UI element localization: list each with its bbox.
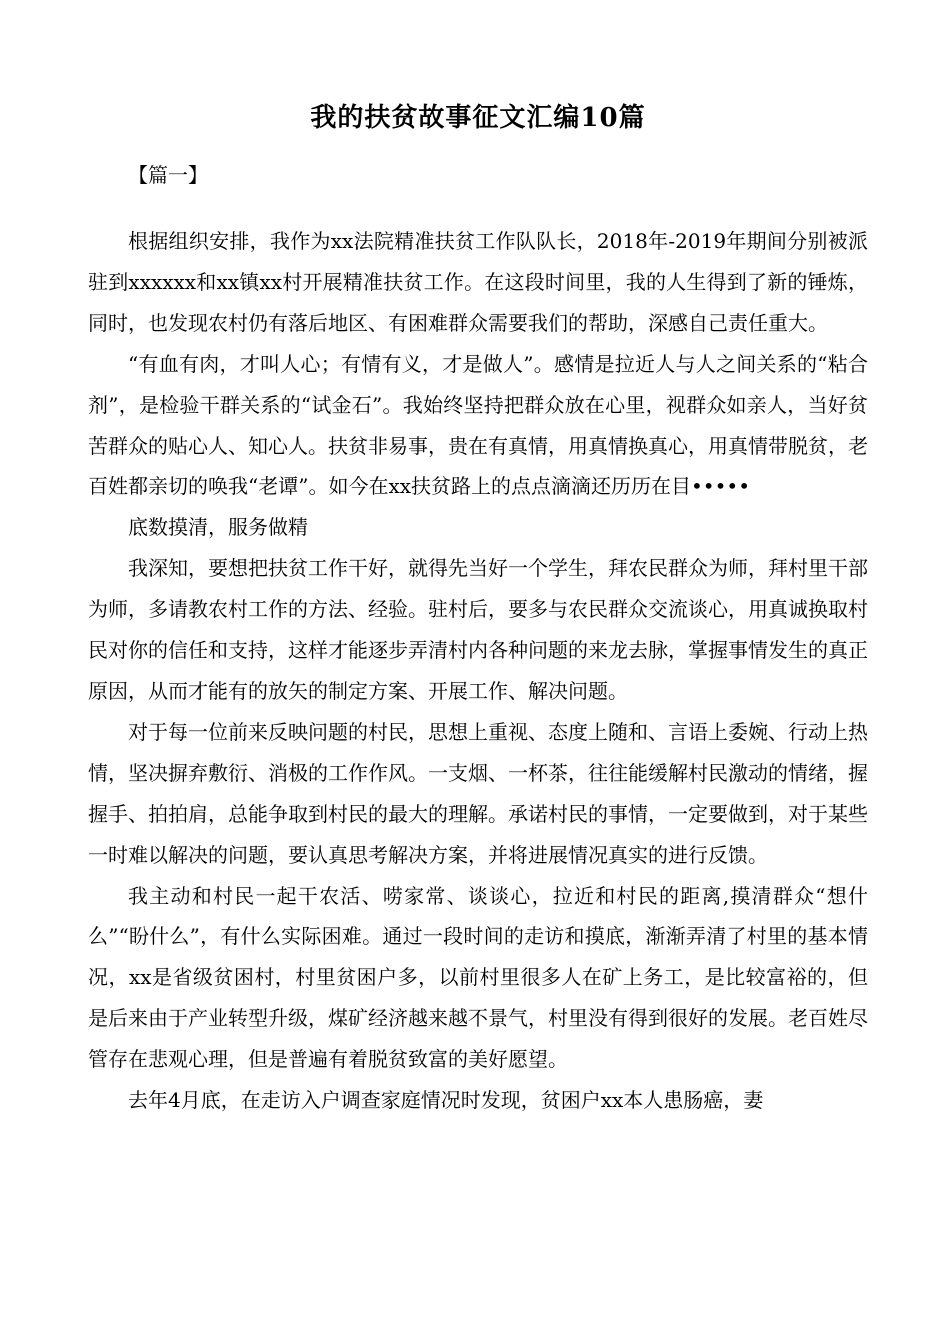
document-body: [88, 221, 868, 1121]
paragraph: “有血有肉，才叫人心；有情有义，才是做人”。感情是拉近人与人之间关系的“粘合剂”，是检验干群关系的“试金石”。我始终坚持把群众放在心里，视群众如亲人，当好贫苦群众的贴心人、知心人。扶贫非易事，贵在有真情，用真情换真心，用真情带脱贫，老百姓都亲切的唤我“老谭”。如今在xx扶贫路上的点点滴滴还历历在目•••••: [88, 351, 868, 499]
section-label: 【篇一】: [128, 163, 208, 187]
section-heading: 底数摸清，服务做精: [128, 515, 308, 540]
paragraph: 去年4月底，在走访入户调查家庭情况时发现，贫困户xx本人患肠癌，妻: [128, 1088, 764, 1113]
paragraph: 我主动和村民一起干农活、唠家常、谈谈心，拉近和村民的距离,摸清群众“想什么”“盼什么”，有什么实际困难。通过一段时间的走访和摸底，渐渐弄清了村里的基本情况，xx是省级贫困村，村里贫困户多，以前村里很多人在矿上务工，是比较富裕的，但是后来由于产业转型升级，煤矿经济越来越不景气，村里没有得到很好的发展。老百姓尽管存在悲观心理，但是普遍有着脱贫致富的美好愿望。: [88, 883, 868, 1072]
paragraph: 我深知，要想把扶贫工作干好，就得先当好一个学生，拜农民群众为师，拜村里干部为师，多请教农村工作的方法、经验。驻村后，要多与农民群众交流谈心，用真诚换取村民对你的信任和支持，这样才能逐步弄清村内各种问题的来龙去脉，掌握事情发生的真正原因，从而才能有的放矢的制定方案、开展工作、解决问题。: [88, 556, 868, 703]
paragraph: 对于每一位前来反映问题的村民，思想上重视、态度上随和、言语上委婉、行动上热情，坚决摒弃敷衍、消极的工作作风。一支烟、一杯茶，往往能缓解村民激动的情绪，握握手、拍拍肩，总能争取到村民的最大的理解。承诺村民的事情，一定要做到，对于某些一时难以解决的问题，要认真思考解决方案，并将进展情况真实的进行反馈。: [88, 719, 868, 867]
paragraph: 根据组织安排，我作为xx法院精准扶贫工作队队长，2018年-2019年期间分别被派驻到xxxxxx和xx镇xx村开展精准扶贫工作。在这段时间里，我的人生得到了新的锤炼，同时，也发现农村仍有落后地区、有困难群众需要我们的帮助，深感自己责任重大。: [88, 229, 868, 335]
document-title: 我的扶贫故事征文汇编10篇: [310, 103, 646, 133]
